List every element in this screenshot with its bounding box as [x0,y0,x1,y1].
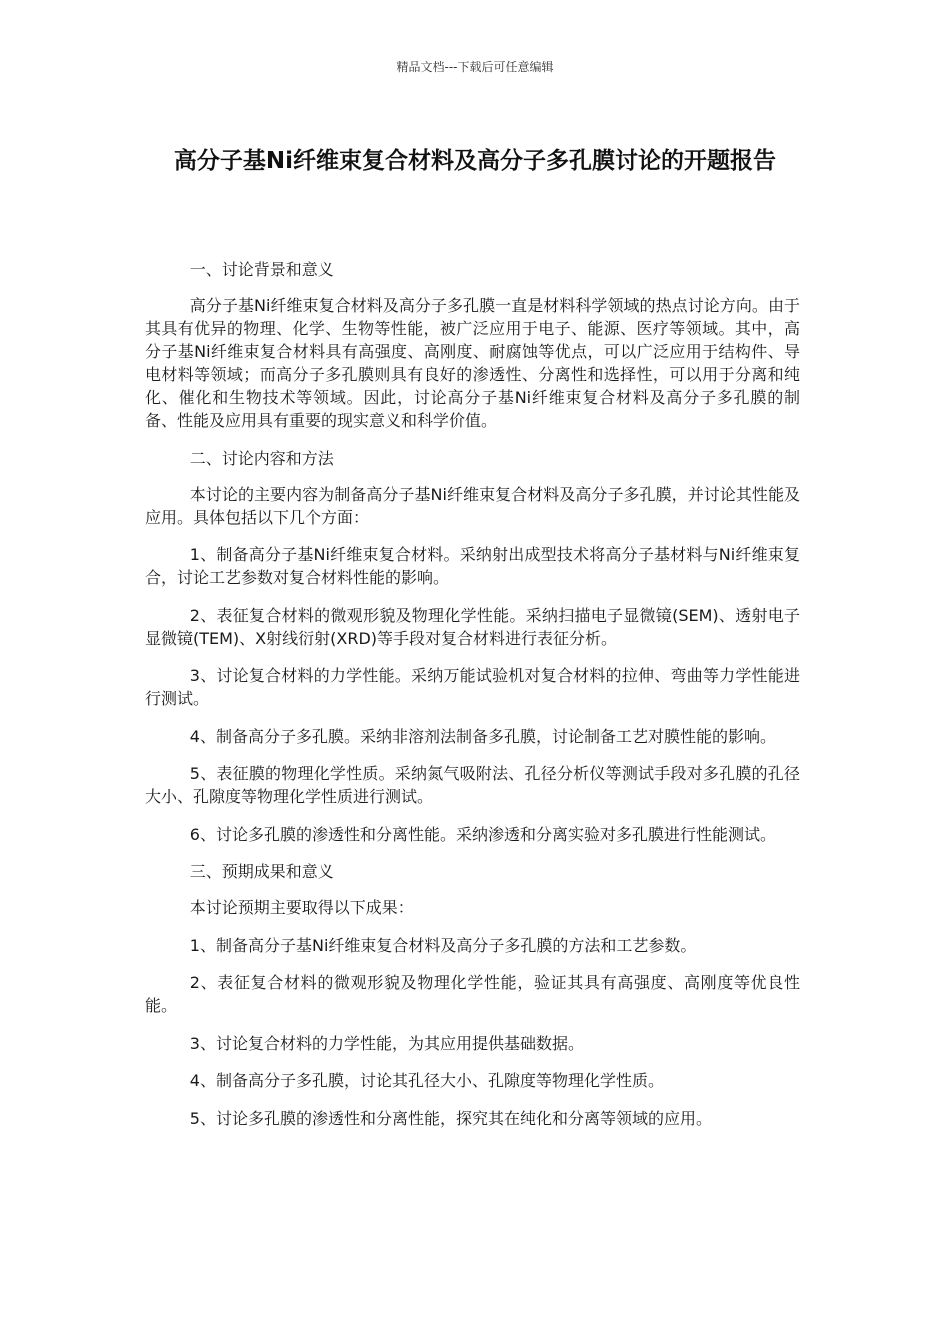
list-item-result-3: 3、讨论复合材料的力学性能，为其应用提供基础数据。 [189,1033,584,1053]
list-item-result-2: 2、表征复合材料的微观形貌及物理化学性能，验证其具有高强度、高刚度等优良性能。 [145,973,800,1015]
paragraph-background: 高分子基Ni纤维束复合材料及高分子多孔膜一直是材料科学领域的热点讨论方向。由于其具有优异的物理、化学、生物等性能，被广泛应用于电子、能源、医疗等领域。其中，高分子基Ni纤维束复合材料具有高强度、高刚度、耐腐蚀等优点，可以广泛应用于结构件、导电材料等领域；而高分子多孔膜则具有良好的渗透性、分离性和选择性，可以用于分离和纯化、催化和生物技术等领域。因此，讨论高分子基Ni纤维束复合材料及高分子多孔膜的制备、性能及应用具有重要的现实意义和科学价值。 [145,296,800,430]
section-heading-expected-results: 三、预期成果和意义 [189,862,334,881]
list-item-content-4: 4、制备高分子多孔膜。采纳非溶剂法制备多孔膜，讨论制备工艺对膜性能的影响。 [189,726,776,746]
section-heading-background: 一、讨论背景和意义 [189,260,334,279]
list-item-result-5: 5、讨论多孔膜的渗透性和分离性能，探究其在纯化和分离等领域的应用。 [189,1108,712,1128]
list-item-content-2: 2、表征复合材料的微观形貌及物理化学性能。采纳扫描电子显微镜(SEM)、透射电子显微镜(TEM)、X射线衍射(XRD)等手段对复合材料进行表征分析。 [145,605,800,648]
paragraph-content-intro: 本讨论的主要内容为制备高分子基Ni纤维束复合材料及高分子多孔膜，并讨论其性能及应用。具体包括以下几个方面： [145,484,800,527]
document-body [145,258,800,1144]
list-item-content-5: 5、表征膜的物理化学性质。采纳氮气吸附法、孔径分析仪等测试手段对多孔膜的孔径大小、孔隙度等物理化学性质进行测试。 [145,764,800,806]
paragraph-results-intro: 本讨论预期主要取得以下成果： [189,898,414,917]
list-item-content-6: 6、讨论多孔膜的渗透性和分离性能。采纳渗透和分离实验对多孔膜进行性能测试。 [189,824,776,844]
header-note: 精品文档---下载后可任意编辑 [396,60,554,74]
document-title: 高分子基Ni纤维束复合材料及高分子多孔膜讨论的开题报告 [173,148,777,174]
list-item-result-4: 4、制备高分子多孔膜，讨论其孔径大小、孔隙度等物理化学性质。 [189,1071,664,1090]
list-item-content-1: 1、制备高分子基Ni纤维束复合材料。采纳射出成型技术将高分子基材料与Ni纤维束复合，讨论工艺参数对复合材料性能的影响。 [145,545,800,587]
list-item-content-3: 3、讨论复合材料的力学性能。采纳万能试验机对复合材料的拉伸、弯曲等力学性能进行测试。 [145,666,800,708]
section-heading-content-methods: 二、讨论内容和方法 [189,448,334,468]
list-item-result-1: 1、制备高分子基Ni纤维束复合材料及高分子多孔膜的方法和工艺参数。 [189,935,697,955]
